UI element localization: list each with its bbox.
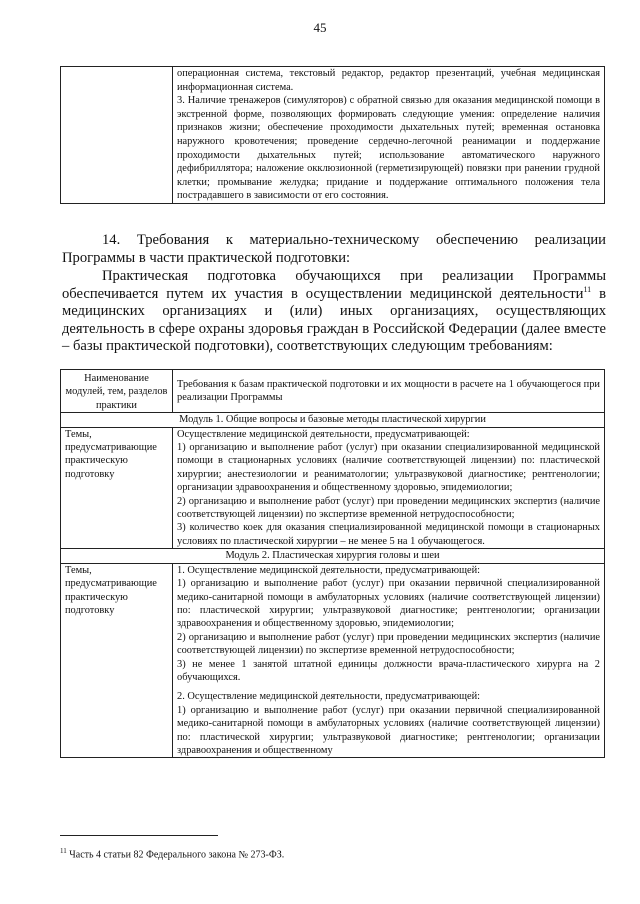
paragraph-part-2: в медицинских организациях и (или) иных организациях, осуществляющих деятельность в сфере охраны здоровья граждан в Российской Федерации (далее вместе – базы практической подготовки), соответствующих следующим требованиям: bbox=[62, 285, 606, 355]
module-2-left: Темы, предусматривающие практическую подготовку bbox=[61, 563, 173, 758]
list-item: 1) организацию и выполнение работ (услуг) при оказании первичной специализированной медико-санитарной помощи в амбулаторных условиях (наличие соответствующей лицензии) по: пластической хирургии; ультразвуковой диагностике; рентгенологии; организации здравоохранения и общественному bbox=[177, 704, 600, 756]
footnote-text: Часть 4 статьи 82 Федерального закона № 273-ФЗ. bbox=[66, 849, 285, 861]
list-item: 2) организацию и выполнение работ (услуг) при проведении медицинских экспертиз (наличие соответствующей лицензии) по экспертизе временной нетрудоспособности; bbox=[177, 631, 600, 657]
header-left: Наименование модулей, тем, разделов практики bbox=[61, 370, 173, 413]
list-item: 1) организацию и выполнение работ (услуг) при оказании специализированной медицинской помощи в стационарных условиях (наличие соответствующей лицензии) по: пластической хирургии; анестезиологии и реаниматологии; ультразвуковой диагностике; рентгенологии; организации здравоохранения и общественному здоровью, эпидемиологии; bbox=[177, 442, 600, 494]
module-1-content-row bbox=[61, 427, 605, 549]
list-item: 3) количество коек для оказания специализированной медицинской помощи в стационарных условиях по пластической хирургии – не менее 5 на 1 обучающегося. bbox=[177, 522, 600, 547]
table-header-row bbox=[61, 370, 605, 413]
header-right: Требования к базам практической подготовки и их мощности в расчете на 1 обучающегося при реализации Программы bbox=[173, 370, 605, 413]
requirements-cell bbox=[173, 67, 605, 204]
module-2-requirements bbox=[173, 563, 605, 758]
footnote-ref: 11 bbox=[583, 284, 592, 294]
module-2-title: Модуль 2. Пластическая хирургия головы и шеи bbox=[61, 549, 605, 563]
module-2-row bbox=[61, 549, 605, 563]
paragraph-part-1: Практическая подготовка обучающихся при реализации Программы обеспечивается путем их участия в осуществлении медицинской деятельности bbox=[62, 268, 606, 302]
list-item: 3) не менее 1 занятой штатной единицы должности врача-пластического хирурга на 2 обучающихся. bbox=[177, 658, 600, 683]
list-item: Осуществление медицинской деятельности, предусматривающей: bbox=[177, 428, 470, 440]
empty-cell bbox=[61, 67, 173, 204]
list-item: 1. Осуществление медицинской деятельности, предусматривающей: bbox=[177, 564, 481, 576]
footnote-divider bbox=[60, 835, 218, 836]
module-1-title: Модуль 1. Общие вопросы и базовые методы пластической хирургии bbox=[61, 413, 605, 427]
simulators-requirement: 3. Наличие тренажеров (симуляторов) с обратной связью для оказания медицинской помощи в экстренной форме, позволяющих формировать следующие умения: определение наличия признаков жизни; обеспечение проходимости дыхательных путей; временная остановка наружного кровотечения; проведение сердечно-легочной реанимации и поддержание проходимости дыхательных путей; использование автоматического наружного дефибриллятора; наложение окклюзионной (герметизирующей) повязки при ранении грудной клетки; промывание желудка; придание и поддержание оптимального положения тела пострадавшего в зависимости от его состояния. bbox=[177, 95, 600, 202]
list-item: 1) организацию и выполнение работ (услуг) при оказании первичной специализированной медико-санитарной помощи в амбулаторных условиях (наличие соответствующей лицензии) по: пластической хирургии; ультразвуковой диагностике; рентгенологии; организации здравоохранения и общественному здоровью, эпидемиологии; bbox=[177, 578, 600, 630]
section-heading: 14. Требования к материально-техническому обеспечению реализации Программы в части практической подготовки: bbox=[62, 232, 606, 266]
continued-requirements-table bbox=[60, 66, 605, 204]
practice-bases-table bbox=[60, 369, 605, 758]
list-item: 2. Осуществление медицинской деятельности, предусматривающей: bbox=[177, 691, 481, 703]
section-paragraph bbox=[62, 268, 606, 356]
list-item: 2) организацию и выполнение работ (услуг) при проведении медицинских экспертиз (наличие соответствующей лицензии) по экспертизе временной нетрудоспособности; bbox=[177, 495, 600, 521]
module-1-row bbox=[61, 413, 605, 427]
module-1-requirements bbox=[173, 427, 605, 549]
software-line: операционная система, текстовый редактор, редактор презентаций, учебная медицинская информационная система. bbox=[177, 68, 600, 93]
module-2-content-row bbox=[61, 563, 605, 758]
module-1-left: Темы, предусматривающие практическую подготовку bbox=[61, 427, 173, 549]
footnote bbox=[60, 847, 284, 860]
page-number: 45 bbox=[313, 20, 327, 35]
footnote-mark: 11 bbox=[60, 847, 67, 855]
